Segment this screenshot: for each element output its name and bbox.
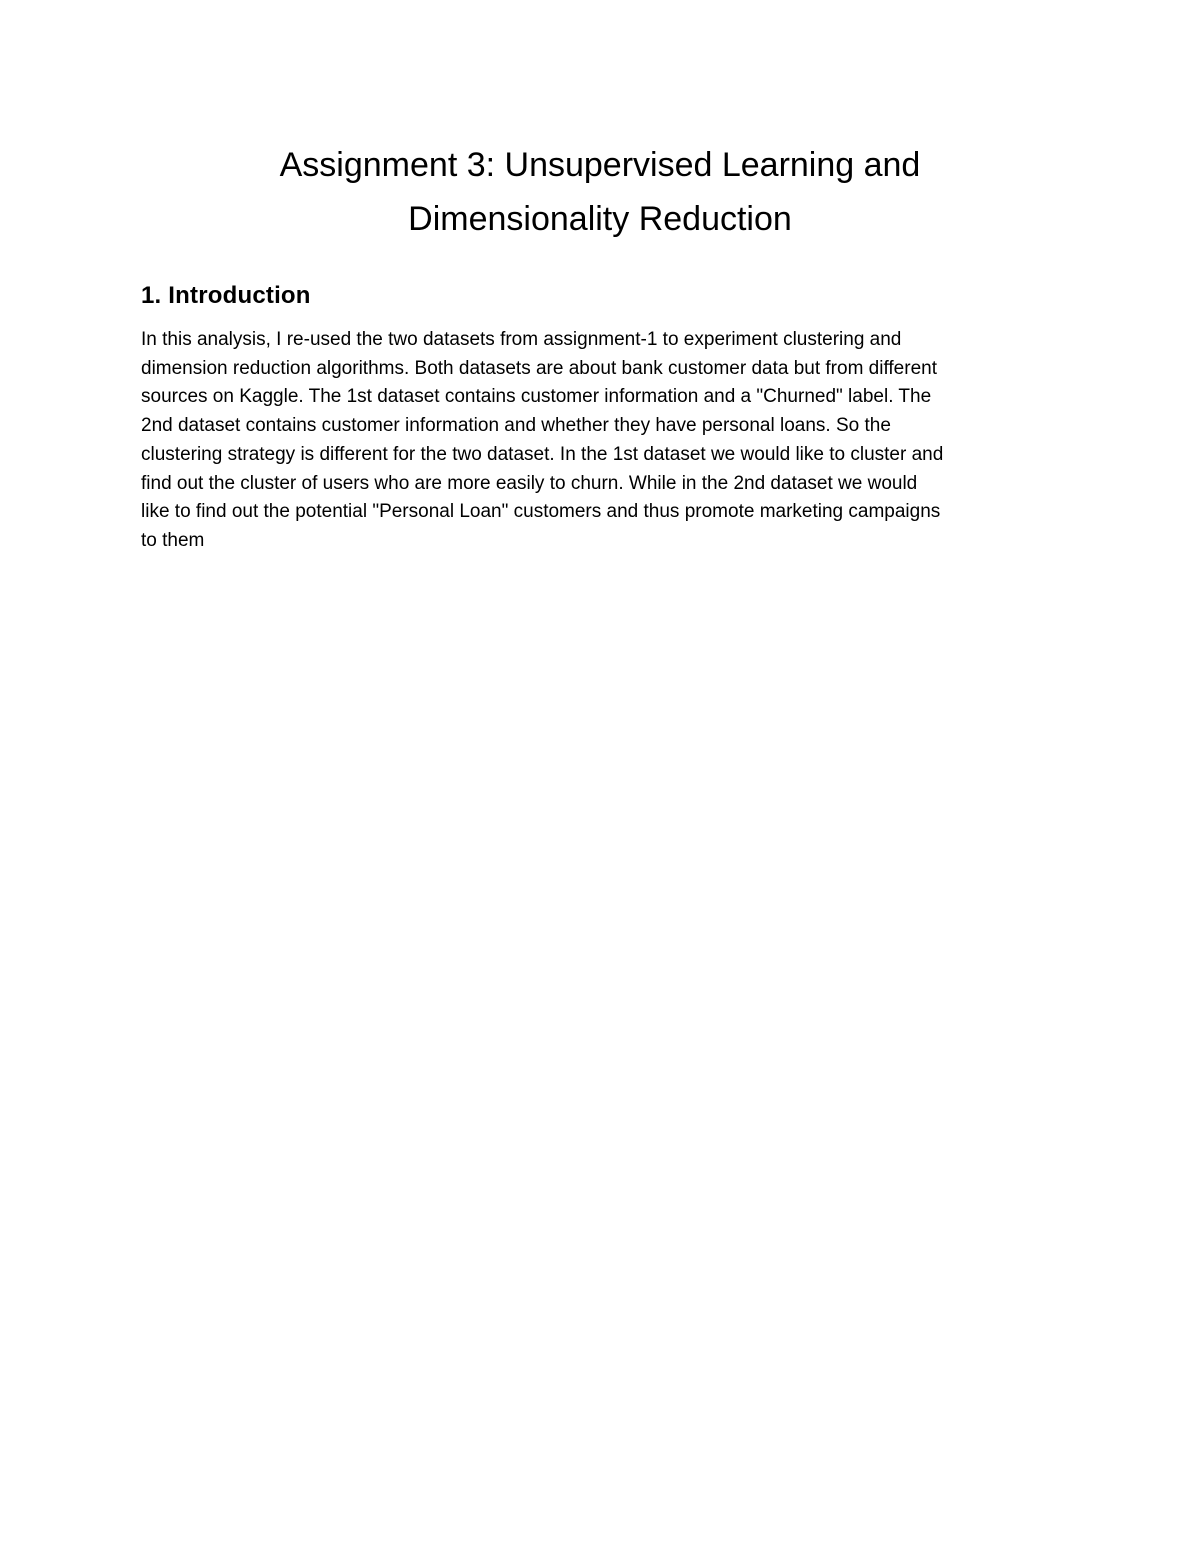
- paragraph-line: like to find out the potential "Personal Loan" customers and thus promote marketing campaigns: [141, 501, 941, 523]
- introduction-paragraph: [141, 326, 1071, 556]
- paragraph-line: In this analysis, I re-used the two datasets from assignment-1 to experiment clustering and: [141, 329, 902, 350]
- section-heading-introduction: 1. Introduction: [141, 282, 311, 309]
- document-title: [0, 138, 1200, 246]
- document-title-line-1: Assignment 3: Unsupervised Learning and: [279, 146, 921, 184]
- paragraph-line: sources on Kaggle. The 1st dataset contains customer information and a "Churned" label. The: [141, 386, 932, 408]
- document-title-line-2: Dimensionality Reduction: [408, 200, 792, 238]
- paragraph-line: 2nd dataset contains customer information and whether they have personal loans. So the: [141, 415, 891, 437]
- paragraph-line: find out the cluster of users who are more easily to churn. While in the 2nd dataset we would: [141, 472, 918, 494]
- paragraph-line: clustering strategy is different for the two dataset. In the 1st dataset we would like to cluster and: [141, 443, 944, 465]
- paragraph-line: to them: [141, 529, 205, 551]
- paragraph-line: dimension reduction algorithms. Both datasets are about bank customer data but from different: [141, 357, 937, 379]
